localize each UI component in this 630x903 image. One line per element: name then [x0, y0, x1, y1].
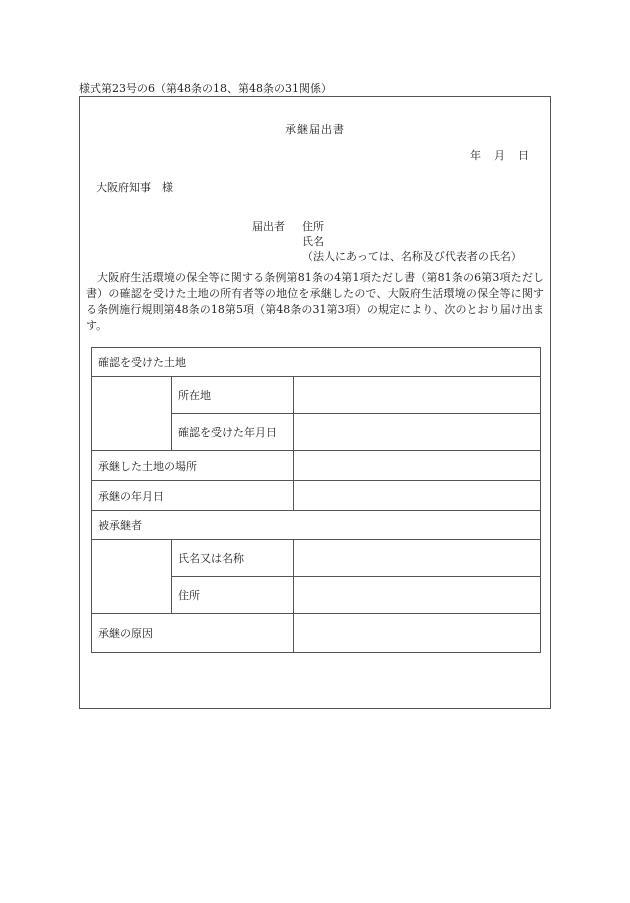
confirmed-land-header: 確認を受けた土地 [92, 348, 541, 377]
confirmation-date-label: 確認を受けた年月日 [172, 414, 294, 451]
predecessor-indent [92, 540, 172, 614]
cause-field[interactable] [294, 614, 541, 653]
succession-date-field[interactable] [294, 481, 541, 511]
detail-table [91, 347, 541, 653]
confirmation-date-field[interactable] [294, 414, 541, 451]
location-label: 所在地 [172, 377, 294, 414]
notifier-block [252, 219, 522, 264]
notifier-note: （法人にあっては、名称及び代表者の氏名） [302, 250, 522, 263]
form-title: 承継届出書 [285, 123, 345, 136]
form-reference: 様式第23号の6（第48条の18、第48条の31関係） [79, 82, 332, 95]
location-field[interactable] [294, 377, 541, 414]
notifier-address-label: 住所 [302, 220, 324, 233]
notifier-name-label: 氏名 [302, 235, 324, 248]
date-line: 年 月 日 [470, 149, 530, 162]
name-or-title-field[interactable] [294, 540, 541, 577]
notifier-label: 届出者 [252, 220, 285, 233]
name-or-title-label: 氏名又は名称 [172, 540, 294, 577]
form-frame [79, 96, 551, 709]
body-text: 大阪府生活環境の保全等に関する条例第81条の4第1項ただし書（第81条の6第3項ただし書）の確認を受けた土地の所有者等の地位を承継したので、大阪府生活環境の保全等に関する条例施行規則第48条の18第5項（第48条の31第3項）の規定により、次のとおり届け出ます。 [86, 271, 544, 332]
succeeded-land-place-field[interactable] [294, 451, 541, 481]
addressee: 大阪府知事 様 [96, 181, 173, 194]
succession-date-label: 承継の年月日 [92, 481, 294, 511]
predecessor-address-label: 住所 [172, 577, 294, 614]
succeeded-land-place-label: 承継した土地の場所 [92, 451, 294, 481]
predecessor-header: 被承継者 [92, 511, 541, 540]
confirmed-land-indent [92, 377, 172, 451]
cause-label: 承継の原因 [92, 614, 294, 653]
predecessor-address-field[interactable] [294, 577, 541, 614]
